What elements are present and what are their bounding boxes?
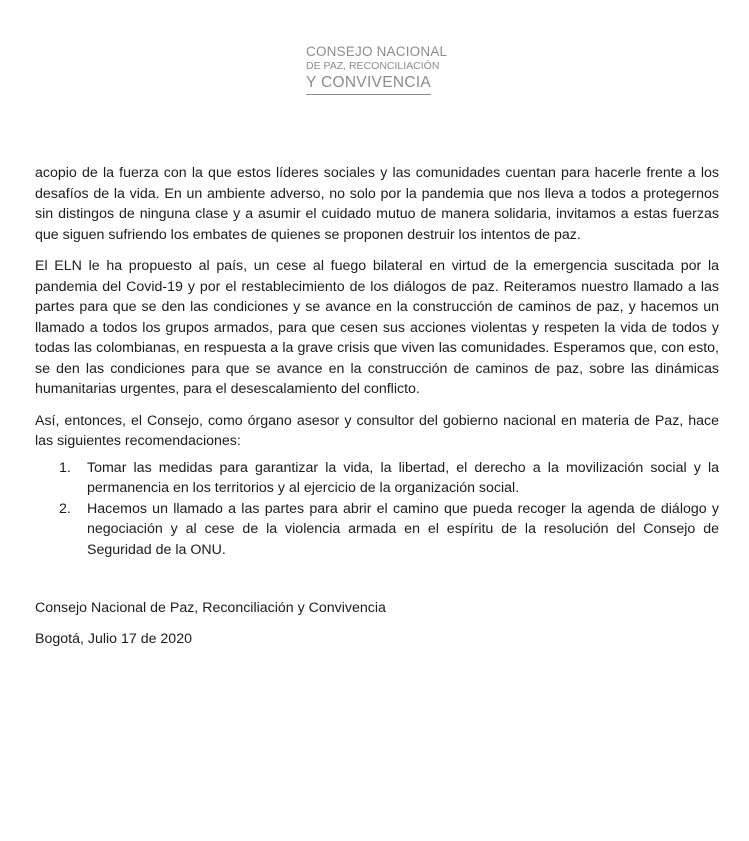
paragraph-1: acopio de la fuerza con la que estos líderes sociales y las comunidades cuentan para hacerle frente a los desafíos de la vida. En un ambiente adverso, no solo por la pandemia que nos lleva a todos a protegernos sin distingos de ninguna clase y a asumir el cuidado mutuo de manera solidaria, invitamos a estas fuerzas que siguen sufriendo los embates de quienes se proponen destruir los intentos de paz. xyxy=(35,165,719,243)
logo-line-2: DE PAZ, RECONCILIACIÓN xyxy=(306,60,440,72)
paragraph-2: El ELN le ha propuesto al país, un cese al fuego bilateral en virtud de la emergencia suscitada por la pandemia del Covid-19 y por el restablecimiento de los diálogos de paz. Reiteramos nuestro llamado a las partes para que se den las condiciones y se avance en la construcción de caminos de paz, y hacemos un llamado a todos los grupos armados, para que cesen sus acciones violentas y respeten la vida de todos y todas las colombianas, en respuesta a la grave crisis que viven las comunidades. Esperamos que, con esto, se den las condiciones para que se avance en la construcción de caminos de paz, sobre las dinámicas humanitarias urgentes, para el desescalamiento del conflicto. xyxy=(35,258,719,397)
list-item xyxy=(35,458,719,499)
logo-line-1: CONSEJO NACIONAL xyxy=(306,44,448,59)
list-item-text: Tomar las medidas para garantizar la vida, la libertad, el derecho a la movilización social y la permanencia en los territorios y al ejercicio de la organización social. xyxy=(87,459,719,496)
paragraph-3: Así, entonces, el Consejo, como órgano asesor y consultor del gobierno nacional en materia de Paz, hace las siguientes recomendaciones: xyxy=(35,412,719,449)
document-body xyxy=(35,163,719,649)
list-item-text: Hacemos un llamado a las partes para abrir el camino que pueda recoger la agenda de diálogo y negociación y al cese de la violencia armada en el espíritu de la resolución del Consejo de Seguridad de la ONU. xyxy=(87,500,719,558)
list-item xyxy=(35,499,719,561)
date-line: Bogotá, Julio 17 de 2020 xyxy=(35,630,192,647)
recommendations-list xyxy=(35,458,719,561)
logo-line-3: Y CONVIVENCIA xyxy=(306,73,431,95)
signature: Consejo Nacional de Paz, Reconciliación y Convivencia xyxy=(35,600,386,616)
list-item-number: 2. xyxy=(59,500,71,517)
list-item-number: 1. xyxy=(59,459,71,476)
council-logo xyxy=(306,44,447,95)
